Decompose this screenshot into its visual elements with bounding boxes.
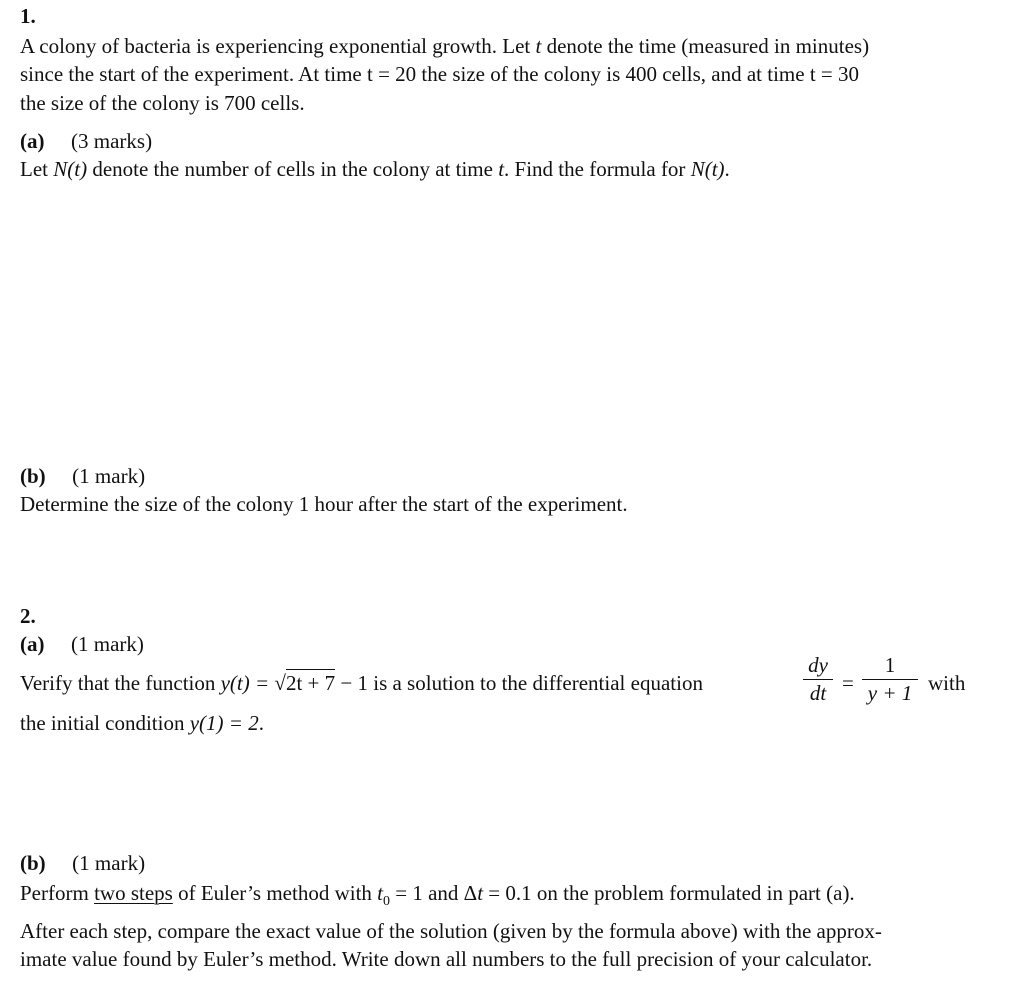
fraction-one-over-y-plus-one: 1 y + 1 (862, 655, 918, 704)
q2-part-a-marks: (1 mark) (71, 632, 144, 656)
q1-stem-line-2: since the start of the experiment. At time t = 20 the size of the colony is 400 cells, and at time t = 30 (20, 62, 860, 87)
q2-part-b-line-1: Perform two steps of Euler’s method with $t_0 = 1$ and Δt = 0.1 on the problem formulated in part (a). (20, 881, 855, 910)
q1-part-a-label: (a) (20, 129, 45, 153)
q2-part-a-line-2: the initial condition y(1) = 2. (20, 711, 264, 735)
q2-part-a-line-1: Verify that the function y(t) = √2t + 7 − 1 is a solution to the differential equation (20, 671, 703, 695)
sqrt-argument: 2t + 7 (285, 671, 336, 695)
q1-part-b-header (20, 464, 145, 489)
underlined-two-steps: two steps (94, 881, 173, 905)
q1-part-a-header (20, 129, 152, 154)
q2-part-b-line-2: After each step, compare the exact value of the solution (given by the formula above) with the approx- (20, 918, 882, 943)
question-1-stem (20, 32, 980, 117)
q1-part-a-marks: (3 marks) (71, 129, 153, 153)
fraction-dy-dt: dy dt (803, 655, 833, 704)
equals-sign: = (842, 671, 854, 695)
q1-part-a-text: Let N(t) denote the number of cells in the colony at time t. Find the formula for N(t). (20, 157, 730, 181)
q1-part-b-marks: (1 mark) (72, 464, 146, 488)
q2-part-b-text (20, 879, 980, 973)
q1-part-b-label: (b) (20, 464, 46, 488)
q2-part-a-with: with (928, 671, 966, 695)
q1-part-b-text: Determine the size of the colony 1 hour after the start of the experiment. (20, 492, 628, 516)
q2-part-a-label: (a) (20, 632, 45, 656)
question-1-number: 1. (20, 4, 36, 28)
q1-stem-line-3: the size of the colony is 700 cells. (20, 90, 305, 115)
q2-part-b-line-3: imate value found by Euler’s method. Write down all numbers to the full precision of your calculator. (20, 947, 873, 971)
sqrt-symbol: √ (274, 671, 286, 695)
q2-part-b-header (20, 851, 145, 876)
function-lhs: y(t) = (220, 671, 275, 695)
q2-part-a-header (20, 632, 144, 657)
q2-part-b-marks: (1 mark) (72, 851, 146, 875)
question-2-number: 2. (20, 604, 36, 628)
q1-stem-line-1: A colony of bacteria is experiencing exponential growth. Let t denote the time (measured in minutes) (20, 34, 870, 58)
q2-part-b-label: (b) (20, 851, 46, 875)
